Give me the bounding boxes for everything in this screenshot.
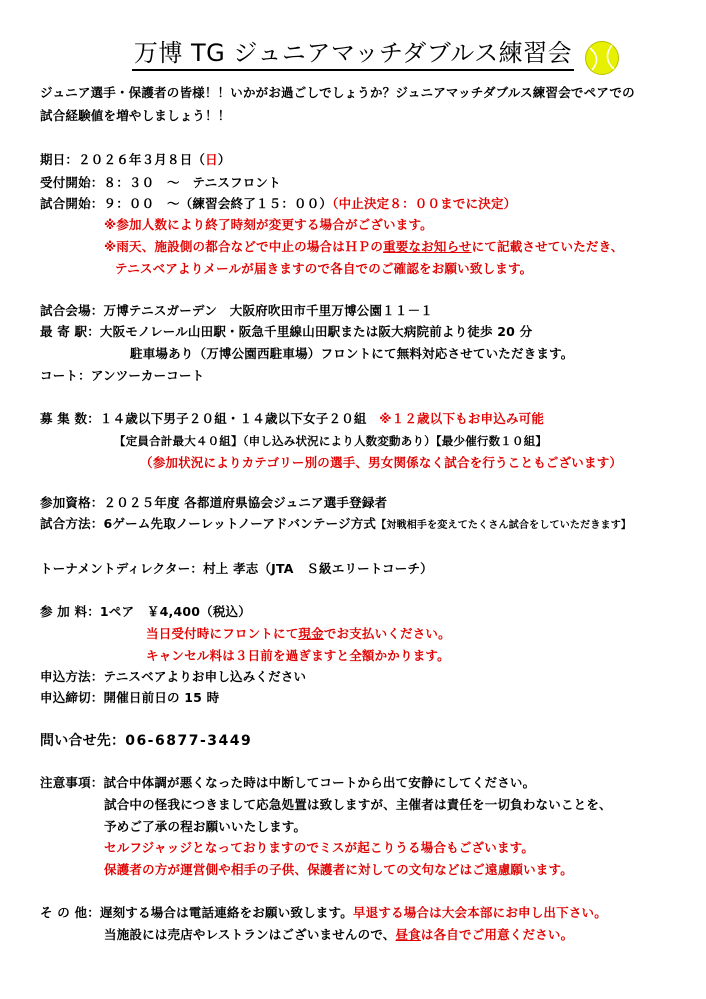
deadline-label: 申込締切： [40,690,104,705]
director-row [40,560,433,578]
station-label: 最 寄 駅： [40,324,100,339]
date-row [40,151,231,169]
date-close: ） [217,152,231,167]
contact-label: 問い合せ先： [40,733,126,749]
other-lunch: 昼食 [395,927,421,942]
notes-label: 注意事項： [40,775,104,790]
other-line-2c: は各自でご用意ください。 [420,927,574,942]
parking-info: 駐車場あり（万博公園西駐車場）フロントにて無料対応させていただきます。 [130,346,574,361]
apply-row [40,668,306,686]
fee-payment-cash: 現金 [298,626,324,641]
notes-line-5: 保護者の方が運営側や相手の子供、保護者に対しての文句などはご遠慮願います。 [104,862,573,877]
format-label: 試合方法： [40,516,104,531]
contact-row [40,732,252,750]
start-row [40,195,516,213]
eligibility-label: 参加資格： [40,495,104,510]
other-label: そ の 他： [40,905,100,920]
eligibility-value: ２０２５年度 各都道府県協会ジュニア選手登録者 [103,495,388,510]
fee-cancel: キャンセル料は３日前を過ぎますと全額かかります。 [146,648,450,663]
start-warning-1: ※参加人数により終了時刻が変更する場合がございます。 [104,217,433,232]
tennis-ball-icon [584,40,620,76]
fee-value: 1ペア ￥4,400（税込） [99,604,251,619]
start-warning-2c: にて記載させていただき、 [471,239,624,254]
recruit-row [40,410,544,428]
contact-phone: 06-6877-3449 [125,733,253,749]
deadline-value: 開催日前日の 15 時 [103,690,220,705]
fee-label: 参 加 料： [40,604,100,619]
venue-row [40,302,433,320]
other-line-2 [104,926,573,944]
court-row [40,367,204,385]
recruit-category: （参加状況によりカテゴリー別の選手、男女関係なく試合を行うこともございます） [140,455,623,470]
station-row [40,323,532,341]
fee-row [40,603,251,621]
fee-payment-c: でお支払いください。 [323,626,451,641]
station-value: 大阪モノレール山田駅・阪急千里線山田駅または阪大病院前より徒歩 20 分 [99,324,533,339]
important-notice-link: 重要なお知らせ [383,239,472,254]
venue-label: 試合会場： [40,303,104,318]
format-value: 6ゲーム先取ノーレットノーアドバンテージ方式 [103,516,377,531]
recruit-value: １４歳以下男子２０組・１４歳以下女子２０組 [99,411,367,426]
apply-label: 申込方法： [40,669,104,684]
other-line-1: 遅刻する場合は電話連絡をお願い致します。 [99,905,353,920]
start-label: 試合開始： [40,196,104,211]
format-row [40,515,631,535]
intro-line-1: ジュニア選手・保護者の皆様！！いかがお過ごしでしょうか？ジュニアマッチダブルス練習会でペアでの [40,85,635,100]
fee-payment [146,625,451,643]
start-value: ９：００ 〜（練習会終了１５：００） [103,196,333,211]
venue-value: 万博テニスガーデン 大阪府吹田市千里万博公園１１－１ [103,303,433,318]
date-label: 期日： [40,152,79,167]
start-note: （中止決定８：００までに決定） [332,196,517,211]
recruit-note: ※１２歳以下もお申込み可能 [366,411,545,426]
notes-line-2: 試合中の怪我につきまして応急処置は致しますが、主催者は責任を一切負わないことを、 [104,797,612,812]
fee-payment-a: 当日受付時にフロントにて [146,626,299,641]
intro-line-2: 試合経験値を増やしましょう！！ [40,108,231,123]
court-label: コート： [40,368,91,383]
format-note: 【対戦相手を変えてたくさん試合をしていただきます】 [376,520,632,531]
notes-line-3: 予めご了承の程お願いいたします。 [104,819,307,834]
other-line-2a: 当施設には売店やレストランはございませんので、 [104,927,396,942]
deadline-row [40,689,219,707]
notes-line-4: セルフジャッジとなっておりますのでミスが起こりうる場合もございます。 [104,840,535,855]
reception-row [40,174,281,192]
start-warning-2a: ※雨天、施設側の都合などで中止の場合はＨＰの [104,239,384,254]
eligibility-row [40,494,387,512]
date-value: ２０２６年３月８日（ [78,152,206,167]
reception-label: 受付開始： [40,175,104,190]
recruit-label: 募 集 数： [40,411,100,426]
reception-value: ８：３０ 〜 テニスフロント [103,175,281,190]
director-label: トーナメントディレクター： [40,561,204,576]
notes-line-1: 試合中体調が悪くなった時は中断してコートから出て安静にしてください。 [103,775,536,790]
recruit-capacity: 【定員合計最大４０組】（申し込み状況により人数変動あり）【最少催行数１０組】 [114,434,548,448]
notes-row [40,774,535,792]
page-title: 万博 TG ジュニアマッチダブルス練習会 [132,38,574,71]
date-day: 日 [205,152,218,167]
other-row [40,904,607,922]
apply-value: テニスベアよりお申し込みください [103,669,307,684]
start-warning-2 [104,238,624,256]
director-value: 村上 孝志（JTA Ｓ級エリートコーチ） [203,561,433,576]
start-warning-3: テニスベアよりメールが届きますので各自でのご確認をお願い致します。 [115,261,533,276]
other-line-1-red: 早退する場合は大会本部にお申し出下さい。 [352,905,607,920]
court-value: アンツーカーコート [90,368,205,383]
